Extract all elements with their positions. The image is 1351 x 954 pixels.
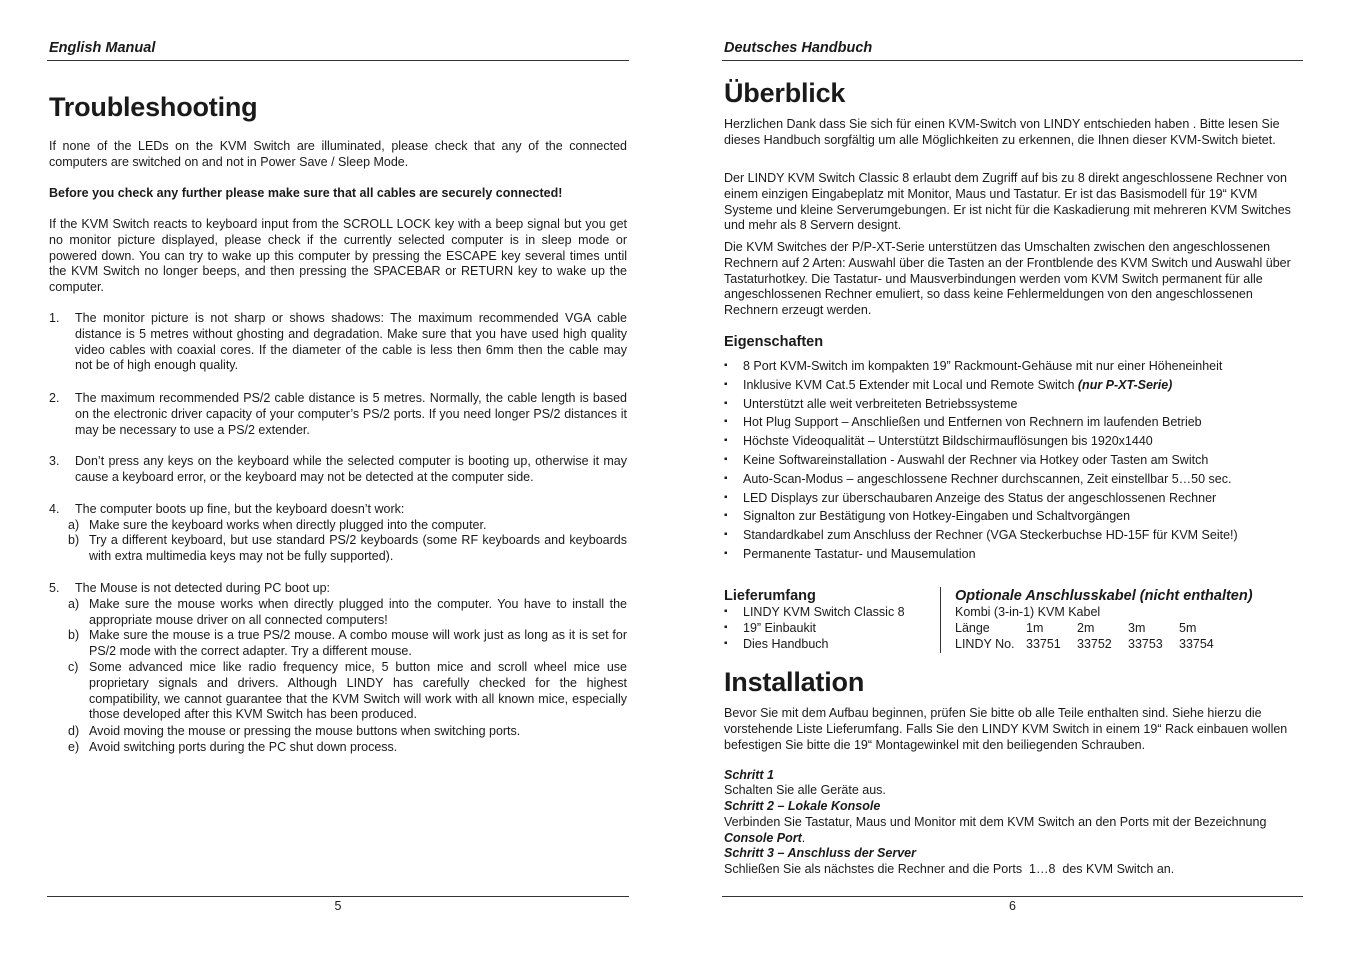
list-item: ▪ LED Displays zur überschaubaren Anzeige des Status der angeschlossenen Rechner [724, 490, 1238, 509]
overview-paragraph: Der LINDY KVM Switch Classic 8 erlaubt dem Zugriff auf bis zu 8 direkt angeschlossene Rechner von einem einzigen Eingabeplatz mit Monitor, Maus und Tastatur. Er ist das Basismodell für 19“ KVM Systeme und kleine Serverumgebungen. Er ist nicht für die Kaskadierung mit mehreren KVM Switches und mehr als 8 Servern designt. [724, 171, 1291, 233]
step-text-end: . [801, 830, 806, 845]
footer-rule [722, 896, 1303, 897]
sub-item: Some advanced mice like radio frequency mice, 5 button mice and scroll wheel mice use proprietary signals and drivers. Although LINDY has carefully checked for the highest compatibility, we cannot guarantee that the KVM Switch will work with all known mice, especially those developed after this KVM Switch has been produced. [89, 660, 627, 722]
list-item: ▪ 8 Port KVM-Switch im kompakten 19” Rackmount-Gehäuse mit nur einer Höheneinheit [724, 358, 1238, 377]
header-rule [722, 60, 1303, 61]
right-page [722, 0, 1303, 954]
list-item: The maximum recommended PS/2 cable distance is 5 metres. Normally, the cable length is based on the electronic driver capacity of your computer’s PS/2 ports. If you need longer PS/2 distances it may be necessary to use a PS/2 extender. [75, 391, 627, 437]
lindy-number: 33753 [1128, 637, 1163, 651]
sub-item: Make sure the keyboard works when directly plugged into the computer. [89, 518, 487, 532]
list-item: ▪ 19” Einbaukit [724, 620, 905, 636]
overview-paragraph: Herzlichen Dank dass Sie sich für einen KVM-Switch von LINDY entschieden haben . Bitte lesen Sie dieses Handbuch sorgfältig um alle Möglichkeiten zu erkennen, die Ihnen dieser KVM-Switch bietet. [724, 117, 1280, 147]
list-item [724, 377, 1238, 396]
lindy-number: 33752 [1077, 637, 1112, 651]
sub-item-letter: d) [68, 724, 80, 738]
page-title: Troubleshooting [49, 92, 258, 122]
header-rule [47, 60, 629, 61]
left-page [47, 0, 629, 954]
item-number: 5. [49, 581, 60, 595]
lindy-number: 33754 [1179, 637, 1214, 651]
step-text [724, 815, 1284, 847]
step-title: Schritt 3 – Anschluss der Server [724, 846, 916, 860]
sub-item: Avoid moving the mouse or pressing the mouse buttons when switching ports. [89, 724, 521, 738]
sub-item-letter: b) [68, 628, 80, 642]
list-item: ▪ Dies Handbuch [724, 636, 905, 652]
length-label: Länge [955, 621, 990, 635]
step-title: Schritt 1 [724, 768, 775, 782]
scope-title: Lieferumfang [724, 588, 816, 604]
list-item: ▪ Unterstützt alle weit verbreiteten Betriebssysteme [724, 396, 1238, 415]
list-item: ▪ Höchste Videoqualität – Unterstützt Bildschirmauflösungen bis 1920x1440 [724, 433, 1238, 452]
length-value: 1m [1026, 621, 1044, 635]
lindy-label: LINDY No. [955, 637, 1015, 651]
step-text: Schalten Sie alle Geräte aus. [724, 783, 886, 797]
item-number: 2. [49, 391, 60, 405]
column-divider [940, 587, 941, 653]
step-text-main: Verbinden Sie Tastatur, Maus und Monitor mit dem KVM Switch an den Ports mit der Bezeichnung [724, 815, 1267, 829]
length-value: 2m [1077, 621, 1095, 635]
length-value: 3m [1128, 621, 1146, 635]
sub-item-letter: e) [68, 740, 80, 754]
sub-item: Avoid switching ports during the PC shut down process. [89, 740, 398, 754]
lindy-number-row [955, 636, 1214, 652]
sub-item-letter: a) [68, 597, 80, 611]
features-title: Eigenschaften [724, 334, 824, 350]
item-number: 4. [49, 502, 60, 516]
page-title: Überblick [724, 78, 846, 108]
step-title: Schritt 2 – Lokale Konsole [724, 799, 881, 813]
sub-item: Make sure the mouse works when directly plugged into the computer. You have to install the appropriate mouse driver on all connected computers! [89, 597, 627, 627]
sub-item: Make sure the mouse is a true PS/2 mouse. A combo mouse will work just as long as it is set for PS/2 mode with the correct adapter. Try a different mouse. [89, 628, 627, 658]
list-item: ▪ LINDY KVM Switch Classic 8 [724, 604, 905, 620]
item-number: 3. [49, 454, 60, 468]
footer-rule [47, 896, 629, 897]
installation-title: Installation [724, 667, 865, 697]
sub-item-letter: c) [68, 660, 79, 674]
list-item: The computer boots up fine, but the keyboard doesn’t work: [75, 502, 405, 516]
feature-note: (nur P-XT-Serie) [1077, 377, 1173, 392]
list-item: The Mouse is not detected during PC boot up: [75, 581, 331, 595]
scope-list [724, 604, 905, 652]
list-item: ▪ Keine Softwareinstallation - Auswahl der Rechner via Hotkey oder Tasten am Switch [724, 452, 1238, 471]
page-number: 5 [334, 899, 342, 913]
step-text: Schließen Sie als nächstes die Rechner and die Ports 1…8 des KVM Switch an. [724, 862, 1175, 876]
feature-text: Inklusive KVM Cat.5 Extender mit Local und Remote Switch [743, 377, 1075, 392]
scroll-lock-paragraph: If the KVM Switch reacts to keyboard input from the SCROLL LOCK key with a beep signal but you get no monitor picture displayed, please check if the currently selected computer is in sleep mode or powered down. You can try to wake up this computer by pressing the ESCAPE key several times until the KVM Switch no longer beeps, and then pressing the SPACEBAR or RETURN key to wake up the computer. [49, 217, 627, 295]
list-item: ▪ Permanente Tastatur- und Mausemulation [724, 546, 1238, 565]
features-list [724, 358, 1238, 565]
overview-paragraph: Die KVM Switches der P/P-XT-Serie unterstützen das Umschalten zwischen den angeschlossenen Rechnern auf 2 Arten: Auswahl über die Tasten an der Frontblende des KVM Switch und Auswahl über Tastaturhotkey. Die Tastatur- und Mausverbindungen werden vom KVM Switch permanent für alle angeschlossenen Rechner emuliert, so dass keine Fehlermeldungen von den angeschlossenen Rechnern erzeugt werden. [724, 240, 1291, 318]
sub-item: Try a different keyboard, but use standard PS/2 keyboards (some RF keyboards and keyboards with extra multimedia keys may not be fully supported). [89, 533, 627, 563]
installation-intro: Bevor Sie mit dem Aufbau beginnen, prüfen Sie bitte ob alle Teile enthalten sind. Siehe hierzu die vorstehende Liste Lieferumfang. Falls Sie den LINDY KVM Switch in einem 19“ Rack einbauen wollen befestigen Sie bitte die 19“ Montagewinkel mit den beiliegenden Schrauben. [724, 706, 1288, 752]
optional-cables-title: Optionale Anschlusskabel (nicht enthalten) [955, 588, 1253, 604]
optional-cables-table [955, 604, 1214, 652]
page-header: Deutsches Handbuch [724, 40, 873, 56]
length-row [955, 620, 1214, 636]
list-item: ▪ Hot Plug Support – Anschließen und Entfernen von Rechnern im laufenden Betrieb [724, 414, 1238, 433]
console-port-label: Console Port [724, 830, 802, 845]
sub-item-letter: b) [68, 533, 80, 547]
cable-warning: Before you check any further please make sure that all cables are securely connected! [49, 186, 563, 200]
list-item: ▪ Standardkabel zum Anschluss der Rechner (VGA Steckerbuchse HD-15F für KVM Seite!) [724, 527, 1238, 546]
item-number: 1. [49, 311, 60, 325]
sub-item-letter: a) [68, 518, 80, 532]
lindy-number: 33751 [1026, 637, 1061, 651]
page-header: English Manual [49, 40, 156, 56]
length-value: 5m [1179, 621, 1197, 635]
list-item: ▪ Signalton zur Bestätigung von Hotkey-Eingaben und Schaltvorgängen [724, 508, 1238, 527]
list-item: Don’t press any keys on the keyboard while the selected computer is booting up, otherwise it may cause a keyboard error, or the keyboard may not be detected at the computer side. [75, 454, 627, 484]
list-item: ▪ Auto-Scan-Modus – angeschlossene Rechner durchscannen, Zeit einstellbar 5…50 sec. [724, 471, 1238, 490]
cable-name: Kombi (3-in-1) KVM Kabel [955, 605, 1101, 619]
list-item: The monitor picture is not sharp or shows shadows: The maximum recommended VGA cable distance is 5 metres without ghosting and degradation. Make sure that you have used high quality video cables with coaxial cores. If the diameter of the cable is less then 6mm then the cable may not be of high enough quality. [75, 311, 627, 373]
page-number: 6 [1009, 899, 1016, 913]
intro-paragraph: If none of the LEDs on the KVM Switch are illuminated, please check that any of the connected computers are switched on and not in Power Save / Sleep Mode. [49, 139, 627, 169]
